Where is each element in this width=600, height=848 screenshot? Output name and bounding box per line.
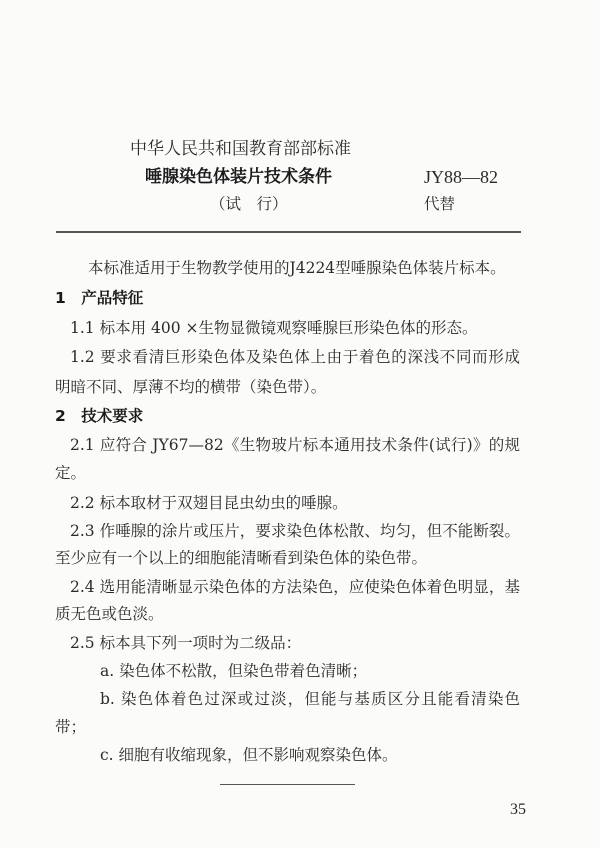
clause-2-3: 2.3 作唾腺的涂片或压片，要求染色体松散、均匀，但不能断裂。 bbox=[70, 522, 520, 540]
clause-1-1: 1.1 标本用 400 ×生物显微镜观察唾腺巨形染色体的形态。 bbox=[70, 319, 478, 337]
trial-status: （试 行） bbox=[210, 195, 288, 213]
page-number: 35 bbox=[510, 801, 526, 818]
document-title: 唾腺染色体装片技术条件 bbox=[145, 167, 332, 187]
end-rule bbox=[220, 784, 355, 785]
clause-2-4: 2.4 选用能清晰显示染色体的方法染色，应使染色体着色明显，基 bbox=[70, 578, 520, 596]
intro-text: 本标准适用于生物教学使用的J4224型唾腺染色体装片标本。 bbox=[88, 259, 506, 277]
standard-code: JY88—82 bbox=[424, 167, 499, 187]
issuer-line: 中华人民共和国教育部部标准 bbox=[130, 139, 351, 159]
clause-1-2-cont: 明暗不同、厚薄不均的横带（染色带）。 bbox=[55, 378, 327, 396]
replaces-label: 代替 bbox=[424, 195, 456, 213]
item-b-cont: 带； bbox=[55, 718, 87, 736]
item-c: c. 细胞有收缩现象，但不影响观察染色体。 bbox=[100, 746, 398, 764]
clause-2-5: 2.5 标本具下列一项时为二级品： bbox=[70, 634, 302, 652]
header-rule bbox=[56, 231, 521, 233]
clause-2-1: 2.1 应符合 JY67—82《生物玻片标本通用技术条件(试行)》的规 bbox=[70, 436, 520, 454]
clause-2-3-cont: 至少应有一个以上的细胞能清晰看到染色体的染色带。 bbox=[55, 549, 428, 567]
clause-2-4-cont: 质无色或色淡。 bbox=[55, 605, 164, 623]
section-heading: 1 产品特征 bbox=[55, 289, 144, 307]
clause-2-2: 2.2 标本取材于双翅目昆虫幼虫的唾腺。 bbox=[70, 494, 348, 512]
section-heading: 2 技术要求 bbox=[55, 407, 144, 425]
clause-2-1-cont: 定。 bbox=[55, 464, 87, 482]
item-b: b. 染色体着色过深或过淡，但能与基质区分且能看清染色 bbox=[100, 690, 520, 708]
clause-1-2: 1.2 要求看清巨形染色体及染色体上由于着色的深浅不同而形成 bbox=[70, 348, 520, 366]
item-a: a. 染色体不松散，但染色带着色清晰； bbox=[100, 662, 368, 680]
